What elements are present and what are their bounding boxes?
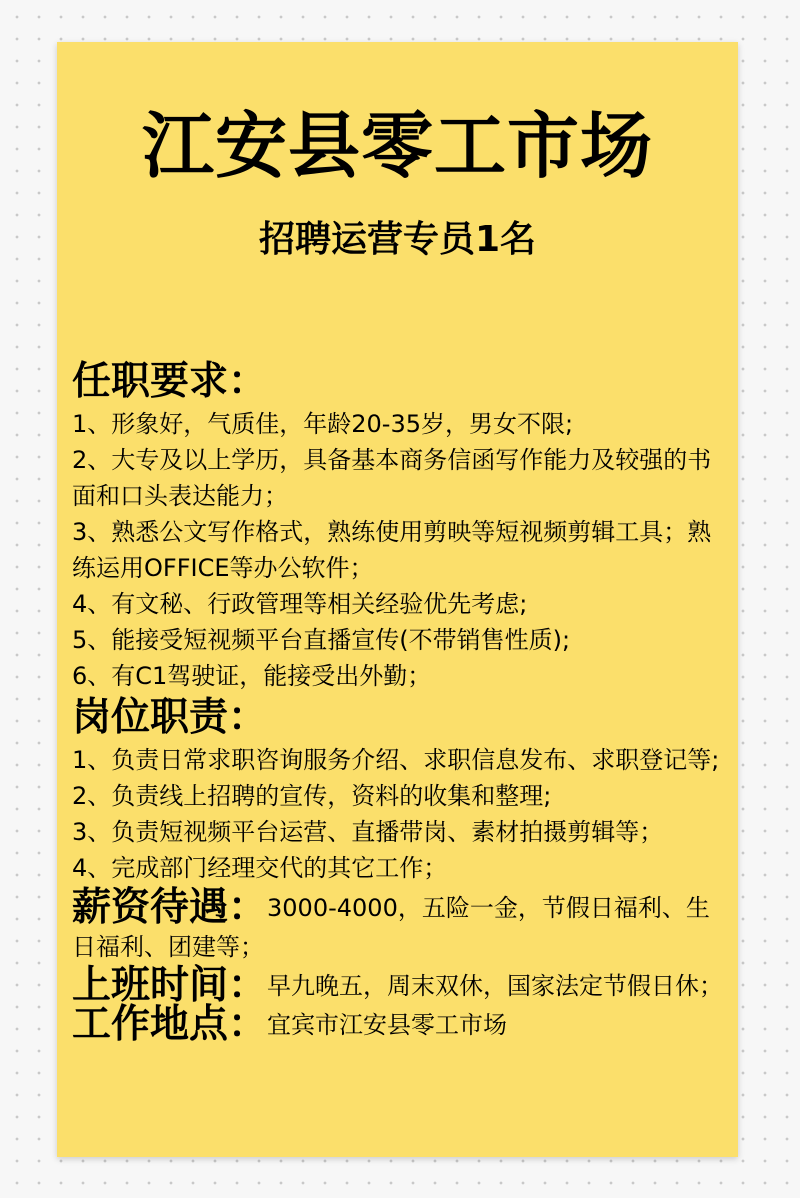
requirement-item: 2、大专及以上学历，具备基本商务信函写作能力及较强的书面和口头表达能力；	[72, 446, 712, 510]
location-value: 宜宾市江安县零工市场	[267, 1011, 508, 1039]
requirement-item: 4、有文秘、行政管理等相关经验优先考虑;	[72, 590, 528, 618]
posting-title: 江安县零工市场	[141, 104, 653, 188]
requirement-item: 5、能接受短视频平台直播宣传(不带销售性质);	[72, 626, 571, 654]
duty-item: 3、负责短视频平台运营、直播带岗、素材拍摄剪辑等；	[72, 818, 664, 846]
posting-subtitle: 招聘运营专员1名	[258, 219, 537, 260]
salary-heading: 薪资待遇：	[72, 885, 268, 930]
posting-content	[72, 358, 726, 1046]
duty-item: 1、负责日常求职咨询服务介绍、求职信息发布、求职登记等;	[72, 746, 720, 774]
requirements-heading: 任职要求：	[72, 359, 268, 404]
requirement-item: 6、有C1驾驶证，能接受出外勤；	[72, 662, 432, 690]
location-heading: 工作地点：	[72, 1002, 268, 1047]
hours-value: 早九晚五，周末双休，国家法定节假日休；	[267, 972, 724, 1000]
salary-value: 3000-4000，五险一金，节假日福利、生日福利、团建等；	[72, 894, 710, 961]
requirement-item: 3、熟悉公文写作格式，熟练使用剪映等短视频剪辑工具；熟练运用OFFICE等办公软件；	[72, 518, 712, 582]
salary-section	[72, 885, 726, 968]
duty-item: 4、完成部门经理交代的其它工作；	[72, 854, 448, 882]
duties-heading: 岗位职责：	[72, 695, 268, 740]
hours-heading: 上班时间：	[72, 963, 268, 1008]
job-posting-card	[57, 42, 738, 1157]
requirement-item: 1、形象好，气质佳，年龄20-35岁，男女不限;	[72, 410, 574, 438]
duty-item: 2、负责线上招聘的宣传，资料的收集和整理;	[72, 782, 552, 810]
location-section	[72, 1002, 726, 1047]
